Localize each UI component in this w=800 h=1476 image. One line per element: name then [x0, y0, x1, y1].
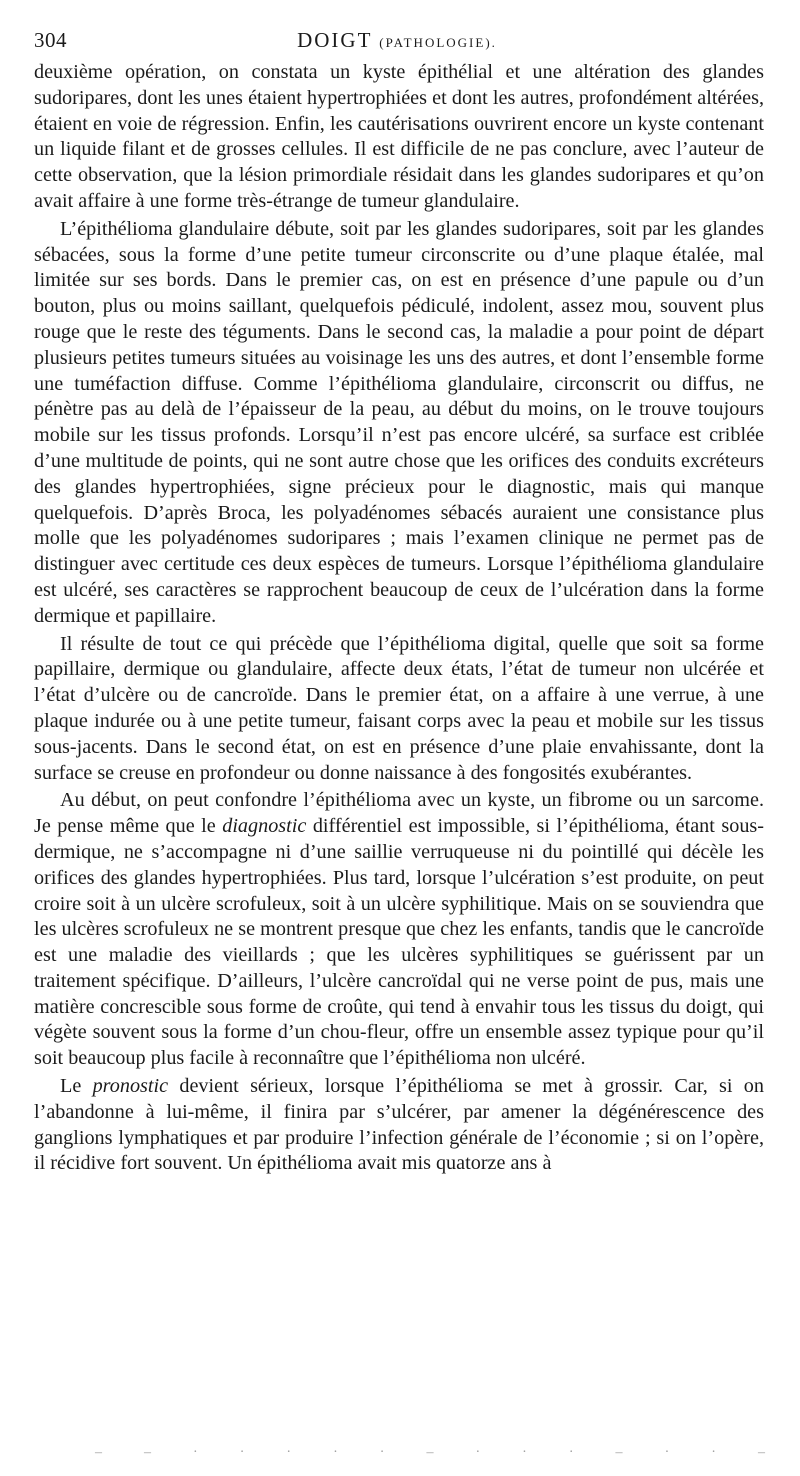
running-title: [34, 28, 760, 53]
paragraph-text: Le: [60, 1075, 93, 1098]
running-title-sub: (PATHOLOGIE).: [379, 35, 497, 50]
paragraph-text: Au début, on peut confondre l’épithélioma avec un kyste, un fibrome ou un sarcome. Je pense même que le: [34, 789, 764, 838]
paragraph-1: [34, 60, 764, 215]
paragraph-text: deuxième opération, on constata un kyste épithélial et une altération des glandes sudoripares, dont les unes étaient hypertrophiées et dont les autres, profondément altérées, étaient en voie de régression. Enfin, les cautérisations ouvrirent encore un kyste contenant un liquide filant et de grosses cellules. Il est difficile de ne pas conclure, avec l’auteur de cette observation, que la lésion primordiale résidait dans les glandes sudoripares et qu’on avait affaire à une forme très-étrange de tumeur glandulaire.: [34, 61, 764, 212]
italic-term: diagnostic: [222, 815, 307, 838]
body-text: [34, 60, 764, 1177]
paragraph-4: [34, 788, 764, 1072]
page-header: [34, 28, 760, 56]
paragraph-5: [34, 1074, 764, 1177]
paragraph-text: différentiel est impossible, si l’épithélioma, étant sous-dermique, ne s’accompagne ni d’une saillie verruqueuse ni du pointillé qui décèle les orifices des glandes hypertrophiées. Plus tard, lorsque l’ulcération s’est produite, on peut croire soit à un ulcère scrofuleux, soit à un ulcère syphilitique. Mais on se souviendra que les ulcères scrofuleux ne se montrent presque que chez les enfants, tandis que le cancroïde est une maladie des vieillards ; que les ulcères syphilitiques se guérissent par un traitement spécifique. D’ailleurs, l’ulcère cancroïdal qui ne verse point de pus, mais une matière concrescible sous forme de croûte, qui tend à envahir tous les tissus du doigt, qui végète souvent sous la forme d’un chou-fleur, offre un ensemble assez typique pour qu’il soit beaucoup plus facile à reconnaître que l’épithélioma non ulcéré.: [34, 815, 764, 1070]
page-bottom-marks: – – · · · · · – · · · – · · –: [95, 1445, 765, 1460]
paragraph-text: Il résulte de tout ce qui précède que l’épithélioma digital, quelle que soit sa forme papillaire, dermique ou glandulaire, affecte deux états, l’état de tumeur non ulcérée et l’état d’ulcère ou de cancroïde. Dans le premier état, on a affaire à une verrue, à une plaque indurée ou à une petite tumeur, faisant corps avec la peau et mobile sur les tissus sous-jacents. Dans le second état, on est en présence d’une plaie envahissante, dont la surface se creuse en profondeur ou donne naissance à des fongosités exubérantes.: [34, 632, 764, 784]
paragraph-2: [34, 217, 764, 630]
running-title-main: DOIGT: [297, 28, 373, 52]
paragraph-text: devient sérieux, lorsque l’épithélioma se met à grossir. Car, si on l’abandonne à lui-même, il finira par s’ulcérer, par amener la dégénérescence des ganglions lymphatiques et par produire l’infection générale de l’économie ; si on l’opère, il récidive fort souvent. Un épithélioma avait mis quatorze ans à: [34, 1075, 764, 1175]
italic-term: pronostic: [92, 1075, 169, 1098]
paragraph-3: [34, 632, 764, 787]
page-number: 304: [34, 28, 67, 52]
paragraph-text: L’épithélioma glandulaire débute, soit par les glandes sudoripares, soit par les glandes sébacées, sous la forme d’une petite tumeur circonscrite ou d’une plaque étalée, mal limitée sur ses bords. Dans le premier cas, on est en présence d’une papule ou d’un bouton, plus ou moins saillant, quelquefois pédiculé, indolent, assez mou, souvent plus rouge que le reste des téguments. Dans le second cas, la maladie a pour point de départ plusieurs petites tumeurs situées au voisinage les uns des autres, et dont l’ensemble forme une tuméfaction diffuse. Comme l’épithélioma glandulaire, circonscrit ou diffus, ne pénètre pas au delà de l’épaisseur de la peau, au début du moins, on le trouve toujours mobile sur les tissus profonds. Lorsqu’il n’est pas encore ulcéré, sa surface est criblée d’une multitude de points, qui ne sont autre chose que les orifices des conduits excréteurs des glandes hypertrophiées, signe précieux pour le diagnostic, mais qui manque quelquefois. D’après Broca, les polyadénomes sébacés auraient une consistance plus molle que les polyadénomes sudoripares ; mais l’examen clinique ne permet pas de distinguer avec certitude ces deux espèces de tumeurs. Lorsque l’épithélioma glandulaire est ulcéré, ses caractères se rapprochent beaucoup de ceux de l’ulcération dans la forme dermique et papillaire.: [34, 217, 764, 627]
